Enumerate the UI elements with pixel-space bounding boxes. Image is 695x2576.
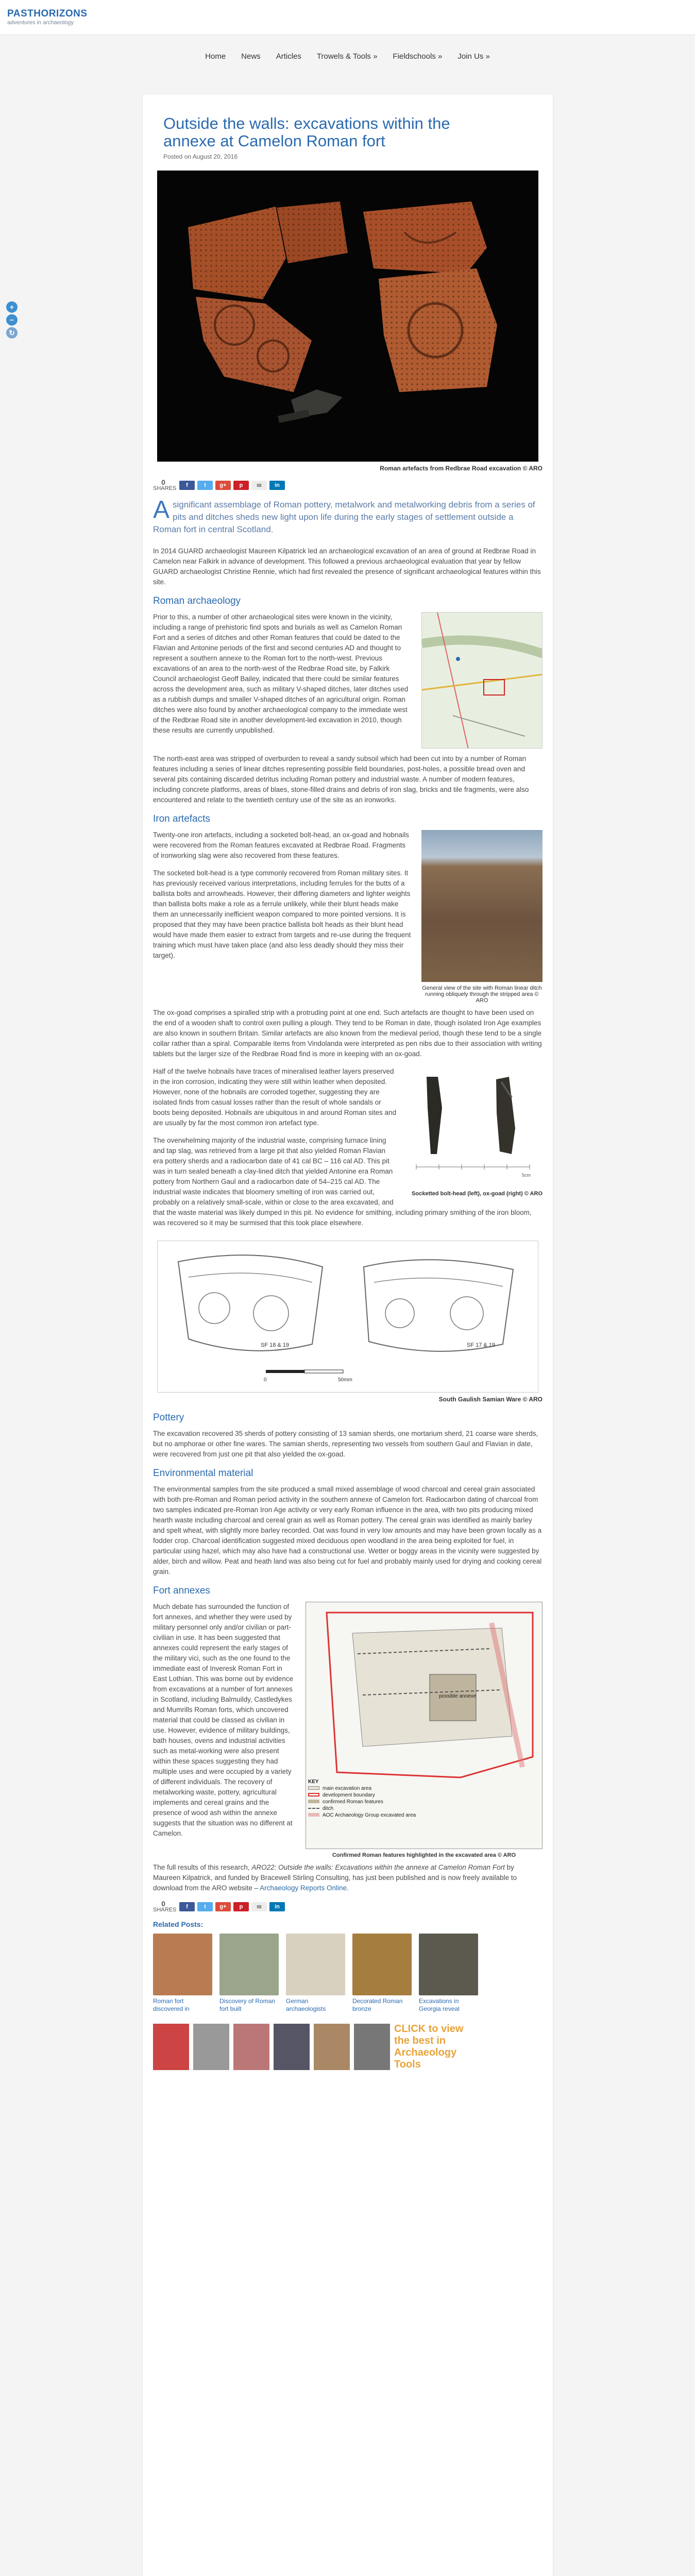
share-count (153, 478, 177, 492)
map-key-label: main excavation area (323, 1786, 372, 1791)
heading-roman-archaeology: Roman archaeology (153, 596, 241, 606)
share-linkedin-button[interactable]: in (269, 1902, 285, 1911)
key-swatch-boundary (308, 1793, 319, 1797)
share-linkedin-button[interactable]: in (269, 481, 285, 490)
nav-news[interactable]: News (241, 52, 261, 61)
share-count-number: 0 (161, 1900, 165, 1908)
related-post[interactable] (219, 1934, 279, 2013)
map-key-label: confirmed Roman features (323, 1799, 383, 1805)
key-swatch-excavation (308, 1786, 319, 1790)
related-thumb (219, 1934, 279, 1995)
share-count (153, 1900, 177, 1913)
related-post[interactable] (419, 1934, 478, 2013)
report-title: ARO22: Outside the walls: Excavations within the annexe at Camelon Roman Fort (251, 1863, 505, 1871)
nav-fieldschools[interactable]: Fieldschools » (393, 52, 443, 61)
hero-caption: Roman artefacts from Redbrae Road excavation © ARO (380, 465, 543, 472)
site-photo-figure (421, 830, 543, 1004)
paragraph: The environmental samples from the site produced a small mixed assemblage of wood charcoal and cereal grain associated with both pre-Roman and Roman period activity in the southern annexe of Camelon fort. Radiocarbon dating of charcoal from two samples indicated pre-Roman Iron Age activity or very early Roman influence in the area, with two pits producing mixed hearth waste including charcoal and cereal grain as well as Roman pottery. The cereal grain was identified as mainly barley and spelt wheat, with slightly more barley recorded. Oat was found in very low amounts and may have been grown locally as a fodder crop. Charcoal identification suggested mixed deciduous open woodland in the area being exploited for fuel, in particular using hazel, which may also have had a constructional use. Wetter or boggy areas in the vicinity were suggested by alder, birch and willow. Peat and heath land was also being cut for fuel and probably mainly used for drying and cooking cereal grain. (153, 1485, 542, 1575)
key-swatch-aoc (308, 1813, 319, 1817)
article (142, 94, 553, 2576)
logo-text: PASTHORIZONS (7, 8, 88, 19)
nav-trowels-tools[interactable]: Trowels & Tools » (316, 52, 378, 61)
paragraph: Half of the twelve hobnails have traces of mineralised leather layers preserved in the iron corrosion, indicating they were still within leather when deposited. However, none of the hobnails are corroded together, suggesting they are isolated finds from casual losses rather than the result of whole sandals or boots being deposited. Hobnails are ubiquitous in and around Roman sites and are usually by far the most common iron artefact type. (153, 1067, 397, 1127)
map-key-item (308, 1799, 463, 1805)
post-date: Posted on August 20, 2016 (163, 153, 238, 160)
related-posts (153, 1934, 543, 2013)
share-pinterest-button[interactable]: p (233, 481, 249, 490)
paragraph: Twenty-one iron artefacts, including a socketed bolt-head, an ox-goad and hobnails were recovered from the Roman features excavated at Redbrae Road. Fragments of ironworking slag were also recovered from these features. (153, 831, 409, 859)
paragraph: The ox-goad comprises a spiralled strip with a protruding point at one end. Such artefacts are thought to have been used on the end of a wooden shaft to control oxen pulling a plough. They tend to be Roman in date, though isolated Iron Age examples are also known in southern Britain. Similar artefacts are also known from the medieval period, though these tend to be a single collar rather than a spiral. Comparable items from Vindolanda were interpreted as pen nibs due to their association with writing tablets but the larger size of the Redbrae Road find is more in keeping with an ox-goad. (153, 1009, 542, 1058)
site-header (0, 0, 695, 35)
heading-fort-annexes: Fort annexes (153, 1585, 210, 1596)
share-pinterest-button[interactable]: p (233, 1902, 249, 1911)
site-photo-caption: General view of the site with Roman linear ditch running obliquely through the stripped area © ARO (422, 985, 542, 1004)
key-swatch-roman (308, 1800, 319, 1803)
related-post[interactable] (153, 1934, 212, 2013)
paragraph: Prior to this, a number of other archaeological sites were known in the vicinity, including a range of prehistoric find spots and burials as well as Camelon Roman Fort and a series of ditches and other Roman features that could be dated to the Flavian and Antonine periods of the first and second centuries AD and thought to represent a southern annexe to the Roman fort to the north-west. Previous excavations of an area to the north-west of the Redbrae Road site, by Falkirk Council archaeologist Geoff Bailey, indicated that there could be similar features across the development area, such as military V-shaped ditches, later ditches used as a rubbish dumps and smaller V-shaped ditches of an agricultural origin. Roman ditches were also found by another archaeological company to the immediate west of the Redbrae Road site in another development-led excavation in 2010, though these results are currently unpublished. (153, 613, 409, 734)
ad-tool-image (314, 2024, 350, 2070)
paragraph: The excavation recovered 35 sherds of pottery consisting of 13 samian sherds, one mortarium sherd, 21 coarse ware sherds, but no amphorae or other fine wares. The samian sherds, representing two vessels from southern Gaul and Flavian in date, were recovered from just one pit that also yielded the ox-goad. (153, 1430, 538, 1458)
map-key-label: ditch (323, 1806, 334, 1811)
share-bar-top (153, 479, 543, 492)
location-map (421, 612, 543, 749)
ad-text: CLICK to view the best in Archaeology Tools (394, 2023, 464, 2070)
heading-pottery: Pottery (153, 1412, 184, 1423)
related-thumb (286, 1934, 345, 1995)
section-iron (153, 830, 543, 1008)
share-twitter-button[interactable]: t (197, 1902, 213, 1911)
logo-main (7, 8, 136, 20)
section-hobnails (153, 1066, 543, 1235)
excavation-map-figure (306, 1602, 543, 1858)
heading-environmental-material: Environmental material (153, 1468, 253, 1479)
hero-image-roman-artefacts (157, 171, 538, 462)
ad-tool-image (193, 2024, 229, 2070)
ad-tool-image (233, 2024, 269, 2070)
related-thumb (352, 1934, 412, 1995)
section-fort (153, 1602, 543, 1862)
map-caption: Confirmed Roman features highlighted in the excavated area © ARO (332, 1852, 516, 1858)
pottery-sherds-illustration (157, 171, 538, 462)
drawing-right-label: SF 17 & 19 (467, 1342, 496, 1348)
zoom-in-icon[interactable]: + (6, 301, 18, 313)
page-title: Outside the walls: excavations within the annexe at Camelon Roman fort (163, 114, 450, 150)
related-thumb (419, 1934, 478, 1995)
zoom-out-icon[interactable]: − (6, 314, 18, 326)
share-count-label: SHARES (153, 1907, 177, 1913)
share-email-button[interactable]: ✉ (251, 1902, 267, 1911)
paragraph: The socketed bolt-head is a type commonly recovered from Roman military sites. It has previously received various interpretations, including ferrules for the butts of a ballista bolts and arrowheads. However, their differing diameters and lighter weights than ballista bolts make a role as a ferrule unlikely, while their blunt heads make them an unnecessarily inefficient weapon compared to more pointed versions. It is proposed that they may have been practice ballista bolt heads as their blunt head would have made them easier to extract from targets and re-use during the frequent training which must have taken place (and also less deadly should they miss their target). (153, 869, 411, 959)
text-span: by Maureen Kilpatrick, and funded by Bracewell Stirling Consulting, has just been published and is now freely available to download from the ARO website – (153, 1863, 517, 1892)
map-key-item (308, 1792, 463, 1799)
drawing-scale-end: 50mm (338, 1377, 352, 1383)
aro-link[interactable]: Archaeology Reports Online (260, 1884, 347, 1892)
text-span: The full results of this research, (153, 1863, 252, 1871)
lead-text: significant assemblage of Roman pottery, metalwork and metalworking debris from a series of pits and ditches sheds new light upon life during the early stages of settlement outside a Roman fort in central Scotland. (153, 500, 535, 534)
share-bar-bottom (153, 1901, 543, 1913)
related-title[interactable]: Discovery of Roman fort built (219, 1997, 276, 2012)
logo-sub: adventures in archaeology (7, 20, 74, 26)
map-key (308, 1778, 463, 1819)
ad-tool-image (354, 2024, 390, 2070)
samian-ware-drawing (157, 1241, 538, 1393)
main-nav (0, 35, 695, 77)
paragraph: The overwhelming majority of the industrial waste, comprising furnace lining and tap slag, was retrieved from a large pit that also yielded Roman Flavian era pottery sherds and a radiocarbon date of 41 cal BC – 116 cal AD. This pit was in turn sealed beneath a clay-lined ditch that yielded Antonine era Roman pottery from Northern Gaul and a radiocarbon date of 54–215 cal AD. The industrial waste indicates that bloomery smelting of iron was carried out, probably on a relatively small-scale, within or close to the area excavated, and that the waste material was likely dumped in this pit. No evidence for smithing, including primary smithing of the iron bloom, was recovered so it may be surmised that this took place elsewhere. (153, 1137, 532, 1227)
heading-iron-artefacts: Iron artefacts (153, 814, 210, 824)
lead-paragraph (153, 496, 543, 536)
map-key-item (308, 1805, 463, 1812)
paragraph-full-results (153, 1862, 543, 1893)
drawing-left-label: SF 18 & 19 (261, 1342, 290, 1348)
map-key-title: KEY (308, 1779, 319, 1785)
paragraph: In 2014 GUARD archaeologist Maureen Kilpatrick led an archaeological excavation of an area of ground at Redbrae Road in Camelon near Falkirk in advance of development. This followed a previous archaeological evaluation that year by fellow GUARD archaeologist Christine Rennie, which had first revealed the presence of significant archaeological features within this site. (153, 547, 541, 586)
related-thumb (153, 1934, 212, 1995)
nav-articles[interactable]: Articles (276, 52, 301, 61)
samian-ware-sketch (158, 1241, 538, 1392)
share-count-label: SHARES (153, 485, 177, 492)
nav-home[interactable]: Home (205, 52, 226, 61)
related-post[interactable] (352, 1934, 412, 2013)
share-twitter-button[interactable]: t (197, 481, 213, 490)
text-span: . (346, 1884, 349, 1892)
related-title[interactable]: Decorated Roman bronze (352, 1997, 403, 2012)
key-swatch-ditch (308, 1808, 319, 1809)
share-count-number: 0 (161, 478, 165, 486)
zoom-controls (6, 301, 20, 340)
share-facebook-button[interactable]: f (179, 481, 195, 490)
section-roman (153, 612, 543, 754)
related-posts-title: Related Posts: (153, 1920, 204, 1928)
bolt-head-ox-goad-photo (406, 1066, 543, 1185)
map-key-label: development boundary (323, 1792, 375, 1798)
samian-caption: South Gaulish Samian Ware © ARO (438, 1396, 543, 1403)
related-post[interactable] (286, 1934, 345, 2013)
paragraph: The north-east area was stripped of overburden to reveal a sandy subsoil which had been cut into by a number of Roman features including a series of linear ditches representing possible field boundaries, post-holes, a possible bread oven and several pits containing discarded detritus including Roman pottery and industrial waste. A number of modern features, including concrete platforms, areas of blaes, stone-filled drains and debris of iron slag, bricks and tile fragments, were also encountered and relate to the twentieth century use of the site as an ironworks. (153, 755, 529, 804)
drawing-scale-zero: 0 (264, 1377, 267, 1383)
archaeology-tools-ad[interactable] (153, 2023, 543, 2071)
bolt-scale-label: 5cm (522, 1173, 531, 1178)
share-email-button[interactable]: ✉ (251, 481, 267, 490)
zoom-reset-icon[interactable]: ↻ (6, 327, 18, 338)
share-googleplus-button[interactable]: g+ (215, 481, 231, 490)
share-facebook-button[interactable]: f (179, 1902, 195, 1911)
ad-tool-image (153, 2024, 189, 2070)
excavation-map (306, 1602, 543, 1849)
bolt-head-figure (406, 1066, 543, 1197)
bolt-head-caption: Socketted bolt-head (left), ox-goad (right) © ARO (412, 1191, 543, 1197)
related-title[interactable]: German archaeologists (286, 1997, 326, 2012)
map-key-label: AOC Archaeology Group excavated area (323, 1812, 416, 1818)
map-possible-annexe-label: possible annexe (439, 1693, 477, 1699)
map-key-item (308, 1785, 463, 1792)
share-googleplus-button[interactable]: g+ (215, 1902, 231, 1911)
ad-tool-image (274, 2024, 310, 2070)
location-map-drawing (422, 613, 543, 749)
related-title[interactable]: Excavations in Georgia reveal (419, 1997, 460, 2012)
paragraph: Much debate has surrounded the function of fort annexes, and whether they were used by military personnel only and/or civilian or part-civilian in use. It has been suggested that annexes could represent the early stages of the military vici, such as the one found to the immediate east of Inveresk Roman Fort in East Lothian. This was borne out by evidence from excavations at a number of fort annexes in Scotland, including Balmuildy, Castledykes and Mumrills Roman forts, which uncovered material that could be classed as civilian in use. However, evidence of military buildings, bath houses, ovens and industrial activities such as metal-working were also present within these spaces suggesting they had multiple uses and were occupied by a variety of different individuals. The recovery of metalworking waste, pottery, agricultural implements and cereal grains and the presence of wood ash within the annexe suggests that the situation was no different at Camelon. (153, 1603, 294, 1837)
map-key-item (308, 1812, 463, 1819)
site-logo[interactable] (7, 8, 136, 26)
nav-join-us[interactable]: Join Us » (457, 52, 490, 61)
related-title[interactable]: Roman fort discovered in (153, 1997, 190, 2012)
drop-cap: A (153, 496, 170, 523)
site-photo (421, 830, 543, 982)
